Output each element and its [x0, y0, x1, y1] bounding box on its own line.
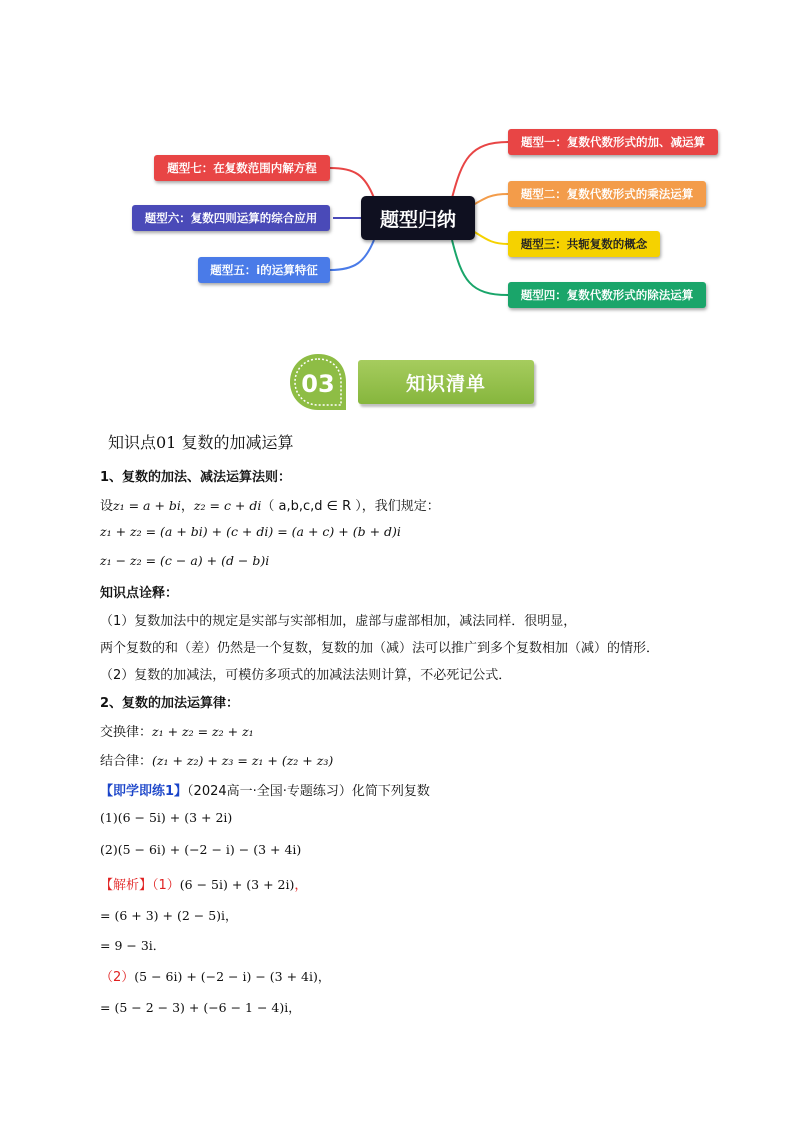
solution-expr-4: (5 − 6i) + (−2 − i) − (3 + 4i)，: [134, 969, 331, 984]
mindmap: [0, 0, 793, 330]
subheading-rules: 1、复数的加法、减法运算法则：: [100, 470, 292, 485]
question-2: (2)(5 − 6i) + (−2 − i) − (3 + 4i): [100, 842, 302, 857]
definition-line: [100, 495, 440, 514]
def-prefix: 设: [100, 499, 114, 514]
solution-expr-1: (6 − 5i) + (3 + 2i): [179, 877, 295, 892]
topic-2-node: 题型二：复数代数形式的乘法运算: [508, 181, 706, 207]
note-1-continued: 两个复数的和（差）仍然是一个复数，复数的加（减）法可以推广到多个复数相加（减）的情形．: [100, 641, 660, 656]
associative-label: 结合律：: [100, 754, 153, 769]
knowledge-heading: 知识点01 复数的加减运算: [108, 433, 294, 452]
commutative-law: [100, 721, 254, 740]
topic-5-node: 题型五：i的运算特征: [198, 257, 330, 283]
solution-part-1: （1）: [152, 878, 180, 893]
solution-tag: 【解析】: [100, 878, 153, 893]
associative-law: [100, 750, 333, 769]
solution-step-3: = 9 − 3i．: [100, 938, 166, 953]
subtraction-formula: z₁ − z₂ = (c − a) + (d − b)i: [100, 553, 270, 568]
mindmap-connectors: [0, 0, 793, 330]
topic-3-node: 题型三：共轭复数的概念: [508, 231, 660, 257]
question-1: (1)(6 − 5i) + (3 + 2i): [100, 810, 233, 825]
section-number: 03: [301, 370, 335, 398]
exercise-header: [100, 780, 430, 799]
connector-7: [330, 240, 374, 270]
note-1: （1）复数加法中的规定是实部与实部相加，虚部与虚部相加，减法同样．很明显，: [100, 614, 577, 629]
commutative-equation: z₁ + z₂ = z₂ + z₁: [152, 724, 254, 739]
addition-formula: z₁ + z₂ = (a + bi) + (c + di) = (a + c) + (b + d)i: [100, 524, 401, 539]
topic-1-node: 题型一：复数代数形式的加、减运算: [508, 129, 718, 155]
def-separator: ，: [180, 499, 194, 514]
associative-equation: (z₁ + z₂) + z₃ = z₁ + (z₂ + z₃): [152, 753, 334, 768]
note-2: （2）复数的加减法，可模仿多项式的加减法法则计算，不必死记公式．: [100, 668, 512, 683]
exercise-tag: 【即学即练1】: [100, 784, 188, 799]
subheading-laws: 2、复数的加法运算律：: [100, 696, 240, 711]
topic-6-node: 题型六：复数四则运算的综合应用: [132, 205, 330, 231]
def-z1: z₁ = a + bi: [113, 498, 181, 513]
connector-1: [452, 142, 508, 198]
connector-4: [452, 240, 508, 295]
exercise-text: （2024高一·全国·专题练习）化简下列复数: [187, 784, 430, 799]
commutative-label: 交换律：: [100, 725, 153, 740]
def-z2: z₂ = c + di: [193, 498, 262, 513]
mindmap-center: 题型归纳: [361, 196, 475, 240]
topic-7-node: 题型七：在复数范围内解方程: [154, 155, 330, 181]
def-paren: （ a,b,c,d ∈ R ），我们规定：: [261, 499, 440, 514]
connector-5: [330, 168, 374, 198]
solution-comma: ，: [294, 878, 308, 893]
solution-line-1: [100, 874, 307, 893]
solution-step-5: = (5 − 2 − 3) + (−6 − 1 − 4)i，: [100, 1000, 301, 1015]
solution-line-4: [100, 966, 330, 985]
solution-part-2: （2）: [100, 970, 135, 985]
note-title: 知识点诠释：: [100, 586, 179, 601]
topic-4-node: 题型四：复数代数形式的除法运算: [508, 282, 706, 308]
section-title: 知识清单: [358, 360, 534, 404]
section-number-badge: [288, 352, 348, 412]
solution-step-2: = (6 + 3) + (2 − 5)i，: [100, 908, 238, 923]
